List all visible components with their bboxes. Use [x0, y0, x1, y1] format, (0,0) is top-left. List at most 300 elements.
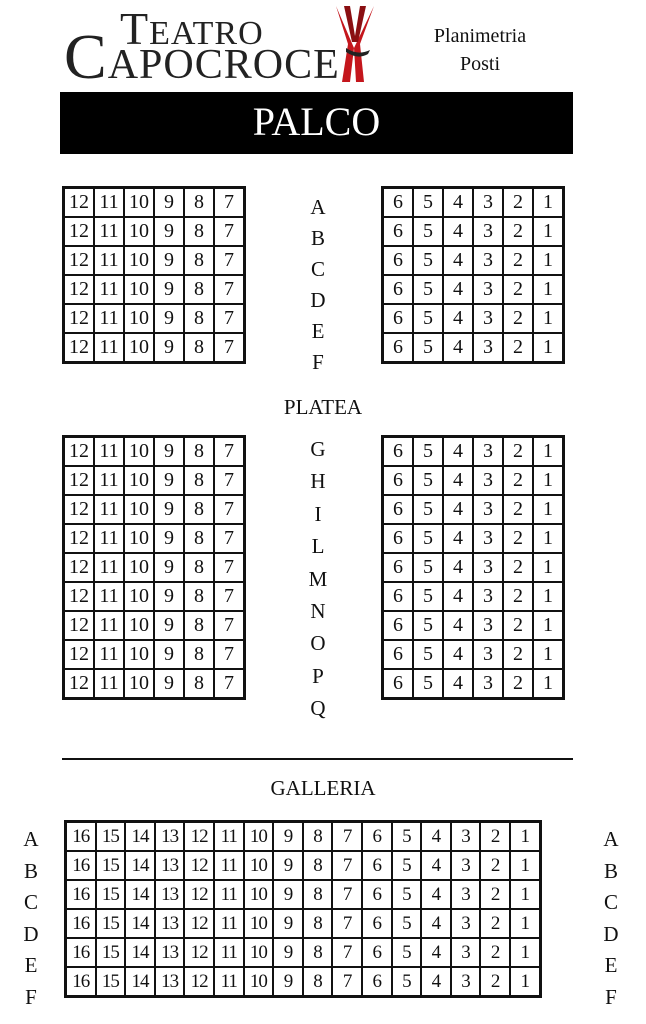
seat[interactable]: 4 [421, 967, 451, 997]
seat[interactable]: 7 [214, 217, 245, 246]
seat[interactable]: 1 [533, 495, 564, 524]
seat[interactable]: 11 [94, 611, 124, 640]
seat[interactable]: 3 [473, 611, 503, 640]
seat[interactable]: 6 [383, 217, 414, 246]
seat[interactable]: 6 [362, 851, 392, 880]
seat[interactable]: 4 [443, 495, 473, 524]
seat[interactable]: 6 [383, 333, 414, 363]
seat[interactable]: 15 [96, 822, 126, 852]
seat[interactable]: 7 [214, 333, 245, 363]
seat[interactable]: 12 [64, 640, 95, 669]
seat[interactable]: 7 [214, 582, 245, 611]
seat[interactable]: 8 [184, 669, 214, 699]
seat[interactable]: 5 [413, 333, 443, 363]
seat[interactable]: 10 [124, 466, 154, 495]
seat[interactable]: 12 [64, 495, 95, 524]
seat[interactable]: 3 [473, 466, 503, 495]
seat[interactable]: 4 [443, 437, 473, 467]
seat[interactable]: 3 [473, 582, 503, 611]
seat[interactable]: 1 [510, 967, 540, 997]
seat[interactable]: 14 [125, 851, 155, 880]
seat[interactable]: 9 [154, 669, 184, 699]
seat[interactable]: 1 [533, 466, 564, 495]
seat[interactable]: 8 [184, 304, 214, 333]
seat[interactable]: 7 [214, 669, 245, 699]
seat[interactable]: 2 [503, 553, 533, 582]
seat[interactable]: 9 [154, 333, 184, 363]
seat[interactable]: 9 [273, 909, 303, 938]
ribbon-logo-icon [330, 4, 380, 84]
seat[interactable]: 6 [383, 188, 414, 218]
seat[interactable]: 11 [214, 909, 244, 938]
seat[interactable]: 9 [154, 640, 184, 669]
seat[interactable]: 10 [124, 669, 154, 699]
seat[interactable]: 4 [443, 466, 473, 495]
seat[interactable]: 1 [533, 524, 564, 553]
seat[interactable]: 3 [451, 851, 481, 880]
seat[interactable]: 12 [64, 669, 95, 699]
seat[interactable]: 8 [184, 495, 214, 524]
seat[interactable]: 1 [533, 246, 564, 275]
seat[interactable]: 2 [503, 466, 533, 495]
seat[interactable]: 8 [303, 851, 333, 880]
seat[interactable]: 7 [332, 967, 362, 997]
seat[interactable]: 7 [332, 880, 362, 909]
seat[interactable]: 4 [443, 582, 473, 611]
seat[interactable]: 6 [383, 275, 414, 304]
seat[interactable]: 12 [64, 437, 95, 467]
seat[interactable]: 12 [64, 246, 95, 275]
seat[interactable]: 14 [125, 967, 155, 997]
seat[interactable]: 10 [124, 333, 154, 363]
seat[interactable]: 3 [451, 938, 481, 967]
galleria-row-a [66, 822, 541, 852]
seat[interactable]: 7 [332, 851, 362, 880]
seat[interactable]: 3 [473, 437, 503, 467]
seat[interactable]: 9 [154, 246, 184, 275]
seat[interactable]: 3 [473, 217, 503, 246]
seat[interactable]: 5 [413, 188, 443, 218]
seat[interactable]: 2 [503, 246, 533, 275]
seat[interactable]: 10 [124, 217, 154, 246]
palco-left-row-b [64, 217, 245, 246]
seat[interactable]: 2 [503, 217, 533, 246]
seat[interactable]: 12 [184, 938, 214, 967]
seat[interactable]: 16 [66, 909, 96, 938]
seat[interactable]: 5 [392, 822, 422, 852]
seat[interactable]: 6 [383, 246, 414, 275]
seat[interactable]: 7 [332, 938, 362, 967]
seat[interactable]: 13 [155, 822, 185, 852]
seat[interactable]: 3 [473, 640, 503, 669]
seat[interactable]: 5 [413, 669, 443, 699]
seat[interactable]: 11 [94, 333, 124, 363]
seat[interactable]: 4 [421, 880, 451, 909]
seat[interactable]: 7 [214, 437, 245, 467]
seat[interactable]: 5 [413, 553, 443, 582]
seat[interactable]: 4 [443, 333, 473, 363]
seat[interactable]: 8 [303, 880, 333, 909]
seat[interactable]: 2 [503, 333, 533, 363]
seat[interactable]: 3 [473, 246, 503, 275]
seat[interactable]: 12 [184, 909, 214, 938]
galleria-row-f [66, 967, 541, 997]
row-label: C [23, 890, 38, 915]
galleria-row-c [66, 880, 541, 909]
seat[interactable]: 5 [392, 851, 422, 880]
seat[interactable]: 10 [124, 437, 154, 467]
seat[interactable]: 8 [184, 611, 214, 640]
seat[interactable]: 15 [96, 938, 126, 967]
seat[interactable]: 11 [94, 553, 124, 582]
seat[interactable]: 13 [155, 938, 185, 967]
seat[interactable]: 8 [184, 246, 214, 275]
seat[interactable]: 3 [473, 304, 503, 333]
seat[interactable]: 4 [443, 669, 473, 699]
seat[interactable]: 15 [96, 909, 126, 938]
seat[interactable]: 4 [421, 851, 451, 880]
seat[interactable]: 2 [503, 669, 533, 699]
seat[interactable]: 10 [124, 524, 154, 553]
seat[interactable]: 16 [66, 880, 96, 909]
seat[interactable]: 6 [362, 880, 392, 909]
seat[interactable]: 11 [94, 669, 124, 699]
seat[interactable]: 8 [303, 967, 333, 997]
seat[interactable]: 10 [244, 967, 274, 997]
seat[interactable]: 9 [273, 880, 303, 909]
seat[interactable]: 5 [392, 880, 422, 909]
seat[interactable]: 4 [443, 246, 473, 275]
seat[interactable]: 9 [154, 524, 184, 553]
seat[interactable]: 6 [362, 909, 392, 938]
seat[interactable]: 2 [503, 582, 533, 611]
seat[interactable]: 4 [443, 640, 473, 669]
row-label: C [310, 257, 325, 281]
seat[interactable]: 7 [214, 246, 245, 275]
seat[interactable]: 7 [214, 304, 245, 333]
seat[interactable]: 12 [64, 188, 95, 218]
seat[interactable]: 11 [94, 640, 124, 669]
seat[interactable]: 12 [64, 611, 95, 640]
seat[interactable]: 9 [154, 495, 184, 524]
seat[interactable]: 12 [64, 333, 95, 363]
seat[interactable]: 1 [510, 938, 540, 967]
seat[interactable]: 3 [473, 333, 503, 363]
seat[interactable]: 2 [480, 938, 510, 967]
seat[interactable]: 6 [383, 466, 414, 495]
seat[interactable]: 4 [443, 217, 473, 246]
seat[interactable]: 7 [214, 640, 245, 669]
seat[interactable]: 5 [413, 495, 443, 524]
seat[interactable]: 9 [154, 466, 184, 495]
seat[interactable]: 1 [533, 582, 564, 611]
seat[interactable]: 10 [244, 880, 274, 909]
seat[interactable]: 4 [421, 938, 451, 967]
seat[interactable]: 3 [451, 880, 481, 909]
seat[interactable]: 6 [383, 553, 414, 582]
seat[interactable]: 9 [154, 217, 184, 246]
seat[interactable]: 10 [124, 611, 154, 640]
seat[interactable]: 5 [413, 246, 443, 275]
seat[interactable]: 12 [64, 304, 95, 333]
seat[interactable]: 16 [66, 938, 96, 967]
seat[interactable]: 11 [94, 437, 124, 467]
seat[interactable]: 9 [273, 851, 303, 880]
seat[interactable]: 11 [94, 246, 124, 275]
seat[interactable]: 7 [214, 553, 245, 582]
seat[interactable]: 7 [214, 275, 245, 304]
seat[interactable]: 12 [184, 967, 214, 997]
seat[interactable]: 3 [473, 275, 503, 304]
seat[interactable]: 5 [413, 217, 443, 246]
seat[interactable]: 2 [480, 909, 510, 938]
seat[interactable]: 15 [96, 851, 126, 880]
seat[interactable]: 8 [303, 938, 333, 967]
seat[interactable]: 9 [154, 553, 184, 582]
seat[interactable]: 10 [244, 938, 274, 967]
seat[interactable]: 10 [124, 304, 154, 333]
seat[interactable]: 13 [155, 909, 185, 938]
seat[interactable]: 3 [473, 669, 503, 699]
seat[interactable]: 13 [155, 880, 185, 909]
seat[interactable]: 4 [443, 553, 473, 582]
seat[interactable]: 11 [94, 582, 124, 611]
seat[interactable]: 6 [383, 611, 414, 640]
seat[interactable]: 16 [66, 967, 96, 997]
seat[interactable]: 5 [413, 304, 443, 333]
seat[interactable]: 12 [64, 275, 95, 304]
seat[interactable]: 14 [125, 938, 155, 967]
seat[interactable]: 2 [480, 851, 510, 880]
seat[interactable]: 6 [383, 669, 414, 699]
galleria-row-e [66, 938, 541, 967]
seat[interactable]: 1 [510, 880, 540, 909]
seat[interactable]: 6 [362, 938, 392, 967]
seat[interactable]: 4 [443, 524, 473, 553]
seat[interactable]: 12 [64, 582, 95, 611]
seat[interactable]: 8 [303, 822, 333, 852]
row-label: F [312, 350, 324, 374]
seat[interactable]: 3 [451, 822, 481, 852]
seat[interactable]: 10 [244, 909, 274, 938]
seat[interactable]: 6 [383, 495, 414, 524]
seat[interactable]: 4 [421, 909, 451, 938]
seat[interactable]: 10 [124, 553, 154, 582]
seat[interactable]: 12 [64, 553, 95, 582]
seat[interactable]: 9 [154, 188, 184, 218]
seat[interactable]: 5 [413, 582, 443, 611]
seat[interactable]: 10 [244, 851, 274, 880]
seat[interactable]: 7 [332, 909, 362, 938]
seat[interactable]: 10 [124, 188, 154, 218]
seat[interactable]: 8 [184, 524, 214, 553]
seat[interactable]: 1 [533, 640, 564, 669]
seat[interactable]: 11 [94, 495, 124, 524]
seat[interactable]: 2 [503, 437, 533, 467]
platea-left-row-p [64, 640, 245, 669]
seat[interactable]: 1 [533, 437, 564, 467]
platea-left-row-m [64, 553, 245, 582]
seat[interactable]: 2 [503, 275, 533, 304]
seat[interactable]: 9 [154, 304, 184, 333]
seat[interactable]: 10 [124, 246, 154, 275]
seat[interactable]: 11 [214, 851, 244, 880]
seat[interactable]: 6 [383, 524, 414, 553]
seat[interactable]: 5 [392, 909, 422, 938]
seat[interactable]: 2 [480, 880, 510, 909]
seat[interactable]: 3 [451, 909, 481, 938]
platea-row-labels [303, 433, 333, 725]
seat[interactable]: 2 [480, 822, 510, 852]
seat[interactable]: 4 [443, 611, 473, 640]
seat[interactable]: 8 [184, 275, 214, 304]
seat[interactable]: 11 [214, 967, 244, 997]
seat[interactable]: 11 [214, 822, 244, 852]
seat[interactable]: 6 [383, 304, 414, 333]
palco-left-row-e [64, 304, 245, 333]
seat[interactable]: 11 [94, 217, 124, 246]
row-label: E [311, 319, 325, 343]
seat[interactable]: 5 [413, 437, 443, 467]
page-title [420, 22, 540, 78]
seat[interactable]: 16 [66, 822, 96, 852]
seat[interactable]: 2 [503, 188, 533, 218]
seat[interactable]: 9 [273, 938, 303, 967]
seat[interactable]: 15 [96, 880, 126, 909]
seat[interactable]: 8 [184, 582, 214, 611]
seat[interactable]: 7 [214, 466, 245, 495]
seat[interactable]: 1 [510, 851, 540, 880]
seat[interactable]: 6 [383, 640, 414, 669]
seat[interactable]: 1 [533, 304, 564, 333]
seat[interactable]: 2 [480, 967, 510, 997]
platea-left-row-o [64, 611, 245, 640]
seat[interactable]: 5 [413, 640, 443, 669]
seat[interactable]: 3 [473, 188, 503, 218]
seat[interactable]: 11 [214, 938, 244, 967]
seat[interactable]: 5 [413, 275, 443, 304]
row-label: A [23, 827, 39, 851]
seat[interactable]: 2 [503, 495, 533, 524]
seat[interactable]: 5 [392, 938, 422, 967]
seat[interactable]: 13 [155, 851, 185, 880]
seat[interactable]: 11 [94, 304, 124, 333]
row-label: L [311, 534, 325, 559]
seat[interactable]: 11 [94, 275, 124, 304]
seat[interactable]: 8 [184, 553, 214, 582]
seat[interactable]: 5 [413, 524, 443, 553]
seat[interactable]: 12 [64, 466, 95, 495]
seat[interactable]: 9 [154, 437, 184, 467]
seat[interactable]: 3 [451, 967, 481, 997]
seat[interactable]: 4 [443, 275, 473, 304]
seat[interactable]: 8 [184, 217, 214, 246]
seat[interactable]: 9 [154, 275, 184, 304]
seat[interactable]: 12 [64, 217, 95, 246]
seat[interactable]: 8 [303, 909, 333, 938]
seat[interactable]: 10 [124, 582, 154, 611]
seat[interactable]: 1 [533, 188, 564, 218]
seat[interactable]: 9 [154, 582, 184, 611]
seat[interactable]: 4 [421, 822, 451, 852]
row-label: A [603, 827, 619, 851]
seat[interactable]: 6 [362, 967, 392, 997]
seat[interactable]: 10 [124, 275, 154, 304]
seat[interactable]: 3 [473, 495, 503, 524]
seat[interactable]: 6 [362, 822, 392, 852]
seat[interactable]: 8 [184, 640, 214, 669]
seat[interactable]: 14 [125, 909, 155, 938]
seat[interactable]: 13 [155, 967, 185, 997]
seat[interactable]: 9 [273, 967, 303, 997]
seat[interactable]: 4 [443, 304, 473, 333]
seat[interactable]: 14 [125, 822, 155, 852]
seat[interactable]: 12 [64, 524, 95, 553]
seat[interactable]: 1 [533, 333, 564, 363]
seat[interactable]: 11 [94, 524, 124, 553]
seat[interactable]: 12 [184, 851, 214, 880]
seat[interactable]: 7 [332, 822, 362, 852]
seat[interactable]: 1 [510, 822, 540, 852]
seat[interactable]: 11 [214, 880, 244, 909]
seat[interactable]: 7 [214, 611, 245, 640]
seat[interactable]: 9 [154, 611, 184, 640]
seat[interactable]: 1 [533, 669, 564, 699]
seat[interactable]: 6 [383, 437, 414, 467]
seat[interactable]: 11 [94, 466, 124, 495]
seat[interactable]: 4 [443, 188, 473, 218]
seat[interactable]: 8 [184, 188, 214, 218]
seat[interactable]: 2 [503, 524, 533, 553]
seat[interactable]: 15 [96, 967, 126, 997]
seat[interactable]: 16 [66, 851, 96, 880]
title-line-1: Planimetria [433, 25, 527, 47]
seat[interactable]: 2 [503, 304, 533, 333]
seat[interactable]: 8 [184, 466, 214, 495]
seat[interactable]: 5 [413, 466, 443, 495]
palco-left-row-a [64, 188, 245, 218]
platea-right-row-l [383, 524, 564, 553]
seat[interactable]: 1 [510, 909, 540, 938]
platea-left-row-q [64, 669, 245, 699]
seat[interactable]: 1 [533, 275, 564, 304]
seat[interactable]: 1 [533, 217, 564, 246]
seat[interactable]: 5 [392, 967, 422, 997]
seat[interactable]: 8 [184, 437, 214, 467]
seat[interactable]: 1 [533, 553, 564, 582]
seat[interactable]: 7 [214, 188, 245, 218]
seat[interactable]: 3 [473, 524, 503, 553]
seat[interactable]: 12 [184, 880, 214, 909]
seat[interactable]: 2 [503, 640, 533, 669]
seat[interactable]: 9 [273, 822, 303, 852]
seat[interactable]: 7 [214, 495, 245, 524]
seat[interactable]: 8 [184, 333, 214, 363]
seat[interactable]: 1 [533, 611, 564, 640]
seat[interactable]: 3 [473, 553, 503, 582]
seat[interactable]: 10 [124, 495, 154, 524]
seat[interactable]: 2 [503, 611, 533, 640]
seat[interactable]: 5 [413, 611, 443, 640]
seat[interactable]: 6 [383, 582, 414, 611]
seat[interactable]: 14 [125, 880, 155, 909]
seat[interactable]: 10 [124, 640, 154, 669]
seat[interactable]: 7 [214, 524, 245, 553]
seat[interactable]: 10 [244, 822, 274, 852]
seat[interactable]: 12 [184, 822, 214, 852]
seat[interactable]: 11 [94, 188, 124, 218]
palco-right-row-a [383, 188, 564, 218]
